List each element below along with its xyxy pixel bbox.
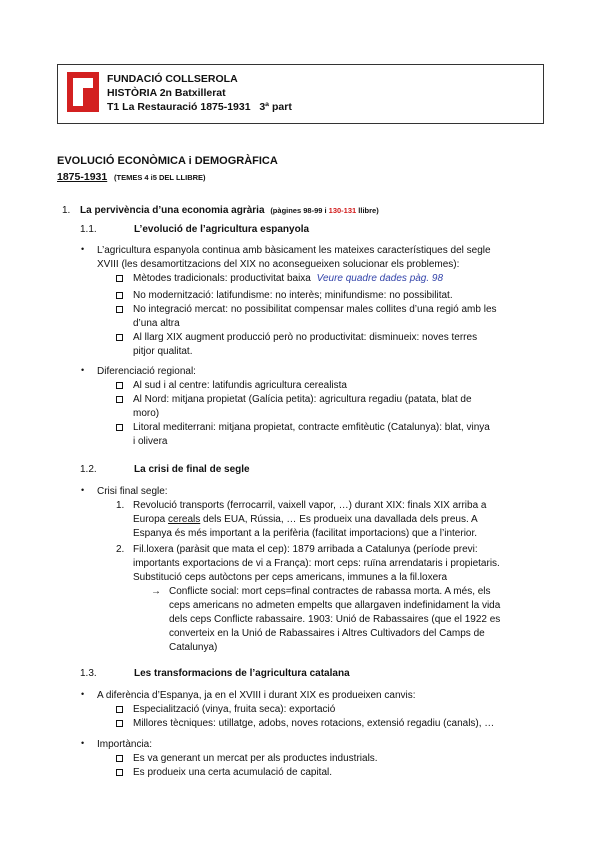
section1-pages-prefix: (pàgines 98-99 i bbox=[270, 206, 329, 215]
checkbox-icon bbox=[116, 382, 123, 389]
checkbox-icon bbox=[116, 706, 123, 713]
s12-num: 1.2. bbox=[80, 464, 97, 475]
checkbox-icon bbox=[116, 275, 123, 282]
s13-title: Les transformacions de l’agricultura catalana bbox=[134, 668, 350, 679]
s11-item2: No modernització: latifundisme: no interès; minifundisme: no possibilitat. bbox=[133, 290, 453, 301]
checkbox-icon bbox=[116, 769, 123, 776]
s11-item1-link: Veure quadre dades pàg. 98 bbox=[316, 273, 444, 284]
s12-arrow-line5: Catalunya) bbox=[169, 642, 218, 653]
s12-n1-line2-b: dels EUA, Rússia, … Es produeix una davallada dels preus. A bbox=[200, 514, 478, 525]
bullet-dot: • bbox=[81, 244, 85, 254]
s11-title: L’evolució de l’agricultura espanyola bbox=[134, 224, 310, 235]
s12-arrow-line3: dels ceps Conflicte rabassaire. 1903: Unió de Rabassaires (que el 1922 es bbox=[169, 614, 501, 625]
s12-n1-line2-a: Europa bbox=[133, 514, 169, 525]
s12-arrow-line1: Conflicte social: mort ceps=final contractes de rabassa morta. A més, els bbox=[169, 586, 491, 597]
section1-title: La pervivència d’una economia agrària bbox=[80, 205, 265, 216]
title-years: 1875-1931 bbox=[57, 171, 108, 183]
checkbox-icon bbox=[116, 292, 123, 299]
s11-bullet1-line2: XVIII (les desamortitzacions del XIX no aconsegueixen solucionar els problemes): bbox=[97, 259, 460, 270]
header-course: HISTÒRIA 2n Batxillerat bbox=[107, 87, 226, 99]
checkbox-icon bbox=[116, 396, 123, 403]
s12-title: La crisi de final de segle bbox=[134, 464, 250, 475]
section1-heading bbox=[80, 204, 379, 218]
s13-item1: Especialització (vinya, fruita seca): exportació bbox=[133, 704, 336, 715]
s11-item3-line2: d’una altra bbox=[133, 318, 180, 329]
page-title: EVOLUCIÓ ECONÒMICA i DEMOGRÀFICA bbox=[57, 155, 278, 167]
arrow-right-icon: → bbox=[151, 586, 161, 597]
s13-imp1: Es va generant un mercat per als productes industrials. bbox=[133, 753, 378, 764]
s11-item1-text: Mètodes tradicionals: productivitat baixa bbox=[133, 273, 311, 284]
s11-region1: Al sud i al centre: latifundis agricultura cerealista bbox=[133, 380, 347, 391]
s11-region3-line2: i olivera bbox=[133, 436, 168, 447]
fundacio-logo bbox=[67, 72, 99, 112]
bullet-dot: • bbox=[81, 738, 85, 748]
s12-n1-line1: Revolució transports (ferrocarril, vaixell vapor, …) durant XIX: finals XIX arriba a bbox=[133, 500, 487, 511]
checkbox-icon bbox=[116, 755, 123, 762]
s11-item1 bbox=[133, 272, 443, 286]
s12-arrow-line4: converteix en la Unió de Rabassaires i Altres Cultivadors del Camps de bbox=[169, 628, 485, 639]
section1-pages-red: 130-131 bbox=[328, 206, 357, 215]
title-years-line bbox=[57, 170, 206, 185]
s13-bullet1: A diferència d’Espanya, ja en el XVIII i durant XIX es produeixen canvis: bbox=[97, 690, 416, 701]
s11-bullet1-line1: L’agricultura espanyola continua amb bàsicament les mateixes característiques del segle bbox=[97, 245, 491, 256]
s12-arrow-line2: ceps americans no admeten empelts que allargaven indefinidament la vida bbox=[169, 600, 501, 611]
s11-num: 1.1. bbox=[80, 224, 97, 235]
s12-n2-line2: importants exportacions de vi a França): mort ceps: ruïna arrendataris i propietaris. bbox=[133, 558, 500, 569]
title-themes: (TEMES 4 i5 DEL LLIBRE) bbox=[114, 173, 206, 182]
s11-region3-line1: Litoral mediterrani: mitjana propietat, contracte emfitèutic (Catalunya): blat, vinya bbox=[133, 422, 490, 433]
s11-region2-line2: moro) bbox=[133, 408, 160, 419]
s11-region2-line1: Al Nord: mitjana propietat (Galícia petita): agricultura regadiu (patata, blat de bbox=[133, 394, 472, 405]
s11-item3-line1: No integració mercat: no possibilitat compensar males collites d’una regió amb les bbox=[133, 304, 497, 315]
bullet-dot: • bbox=[81, 485, 85, 495]
s13-imp2: Es produeix una certa acumulació de capital. bbox=[133, 767, 333, 778]
s12-n2-line1: Fil.loxera (paràsit que mata el cep): 1879 arribada a Catalunya (període previ: bbox=[133, 544, 478, 555]
bullet-dot: • bbox=[81, 689, 85, 699]
s12-n1-line2 bbox=[133, 513, 478, 527]
s11-item4-line1: Al llarg XIX augment producció però no productivitat: disminueix: noves terres bbox=[133, 332, 478, 343]
s12-n1-line2-underlined: cereals bbox=[168, 514, 201, 525]
s11-bullet2: Diferenciació regional: bbox=[97, 366, 196, 377]
checkbox-icon bbox=[116, 306, 123, 313]
s12-n2-line3: Substitució ceps autòctons per ceps americans, immunes a la fil.loxera bbox=[133, 572, 448, 583]
checkbox-icon bbox=[116, 424, 123, 431]
checkbox-icon bbox=[116, 720, 123, 727]
s13-num: 1.3. bbox=[80, 668, 97, 679]
s12-n1-num: 1. bbox=[116, 500, 125, 511]
header-unit: T1 La Restauració 1875-1931 3ª part bbox=[107, 101, 292, 113]
s12-bullet: Crisi final segle: bbox=[97, 486, 168, 497]
section1-num: 1. bbox=[62, 205, 71, 216]
checkbox-icon bbox=[116, 334, 123, 341]
s11-item4-line2: pitjor qualitat. bbox=[133, 346, 193, 357]
header-org: FUNDACIÓ COLLSEROLA bbox=[107, 73, 238, 85]
bullet-dot: • bbox=[81, 365, 85, 375]
s13-item2: Millores tècniques: utillatge, adobs, noves rotacions, extensió regadiu (canals), … bbox=[133, 718, 495, 729]
s12-n2-num: 2. bbox=[116, 544, 125, 555]
section1-pages-suffix: llibre) bbox=[356, 206, 379, 215]
s12-n1-line3: Espanya és més important a la perifèria (facilitat importacions) que a l’interior. bbox=[133, 528, 478, 539]
s13-bullet2: Importància: bbox=[97, 739, 153, 750]
